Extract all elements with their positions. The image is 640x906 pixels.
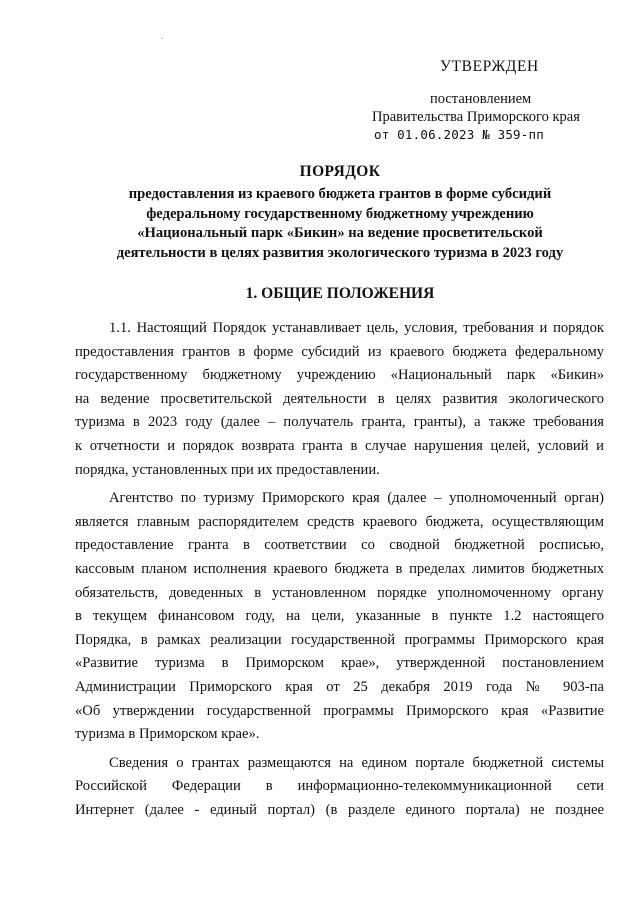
- approval-line-date-number: от 01.06.2023 № 359-пп: [374, 127, 544, 142]
- paragraph-line: Сведения о грантах размещаются на едином портале бюджетной системы: [109, 754, 604, 771]
- document-title: ПОРЯДОК: [299, 163, 381, 180]
- paragraph-line: обязательств, доведенных в установленном порядке уполномоченному органу: [75, 584, 604, 601]
- paragraph-line: «Развитие туризма в Приморском крае», утвержденной постановлением: [75, 655, 604, 672]
- paragraph-line: Интернет (далее - единый портал) (в разделе единого портала) не позднее: [75, 801, 604, 818]
- paragraph-line: Администрации Приморского края от 25 декабря 2019 года № 903-па: [75, 678, 604, 695]
- paragraph-line: Порядка, в рамках реализации государственной программы Приморского края: [75, 631, 604, 648]
- approval-stamp: [372, 58, 612, 144]
- document-body: [75, 317, 604, 822]
- paragraph-line: кассовым планом исполнения краевого бюджета в пределах лимитов бюджетных: [75, 560, 604, 577]
- paragraph-line: «Об утверждении государственной программы Приморского края «Развитие: [75, 702, 604, 719]
- paragraph-line: порядка, установленных при их предоставлении.: [75, 461, 380, 478]
- paragraph-line: Агентство по туризму Приморского края (далее – уполномоченный орган): [109, 490, 604, 507]
- approval-title: УТВЕРЖДЕН: [440, 58, 539, 75]
- section-title: 1. ОБЩИЕ ПОЛОЖЕНИЯ: [245, 285, 435, 302]
- paragraph-line: к отчетности и порядок возврата гранта в случае нарушения целей, условий и: [75, 437, 604, 454]
- scan-artifact: [161, 38, 163, 39]
- document-subtitle-line: федеральному государственному бюджетному учреждению: [146, 205, 534, 222]
- document-subtitle-line: деятельности в целях развития экологического туризма в 2023 году: [116, 244, 564, 261]
- paragraph-line: является главным распорядителем средств краевого бюджета, осуществляющим: [75, 513, 604, 530]
- approval-line-government: Правительства Приморского края: [372, 109, 580, 125]
- document-subtitle-line: «Национальный парк «Бикин» на ведение просветительской: [137, 225, 543, 241]
- paragraph-line: туризма в Приморском крае».: [75, 726, 260, 743]
- paragraph-line: в текущем финансовом году, на цели, указанные в пункте 1.2 настоящего: [75, 608, 604, 625]
- paragraph-line: государственному бюджетному учреждению «Национальный парк «Бикин»: [75, 367, 604, 384]
- paragraph-line: на ведение просветительской деятельности в целях развития экологического: [75, 390, 604, 407]
- paragraph-line: Российской Федерации в информационно-телекоммуникационной сети: [75, 778, 604, 795]
- document-heading: [80, 163, 600, 263]
- approval-line-decree: постановлением: [430, 91, 532, 107]
- paragraph-line: туризма в 2023 году (далее – получатель гранта, гранты), а также требования: [75, 414, 604, 431]
- paragraph-line: 1.1. Настоящий Порядок устанавливает цель, условия, требования и порядок: [109, 320, 604, 336]
- paragraph-line: предоставление гранта в соответствии со сводной бюджетной росписью,: [75, 537, 604, 554]
- paragraph-line: предоставления грантов в форме субсидий из краевого бюджета федеральному: [75, 343, 604, 360]
- document-subtitle-line: предоставления из краевого бюджета грантов в форме субсидий: [128, 186, 552, 202]
